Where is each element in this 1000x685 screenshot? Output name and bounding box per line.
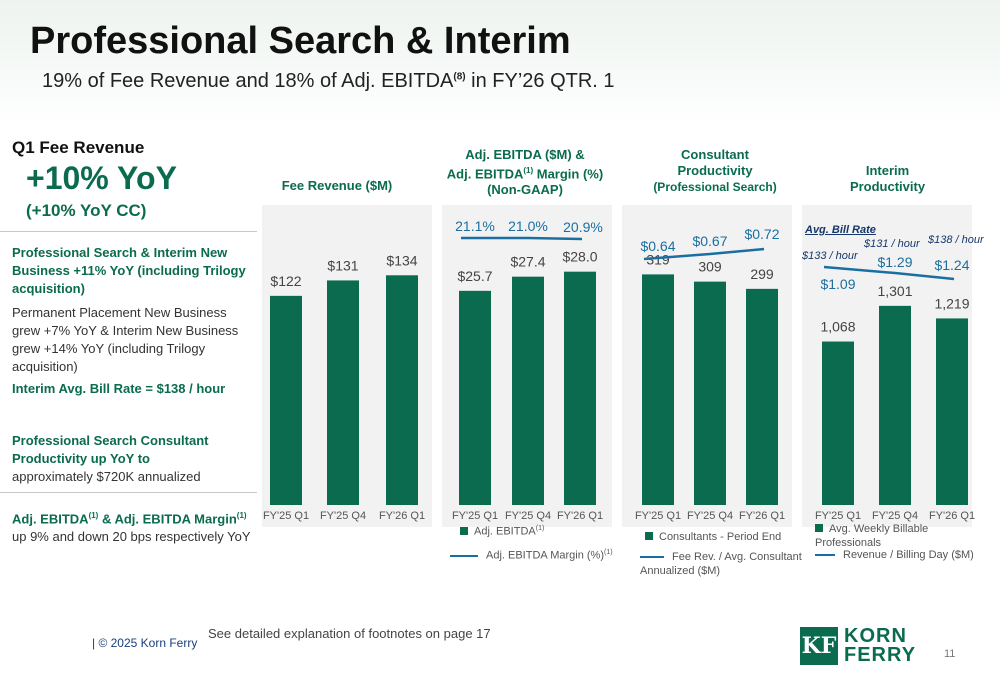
- x-tick-label: FY'25 Q1: [634, 510, 682, 522]
- footnote: (1): [523, 166, 534, 175]
- fee-revenue-header: Fee Revenue ($M): [281, 178, 393, 193]
- bill-rate-fy26q1: $138 / hour: [928, 234, 984, 246]
- bullet-ebitda-a: Adj. EBITDA: [12, 511, 89, 527]
- line-value-label: $1.29: [877, 254, 913, 270]
- legend-label: Fee Rev. / Avg. Consultant Annualized ($M): [640, 551, 802, 577]
- legend-swatch: [460, 527, 468, 535]
- consultant-bar-legend: [645, 530, 781, 544]
- bar: [512, 277, 544, 505]
- legend-swatch: [645, 532, 653, 540]
- yoy-growth: +10% YoY: [26, 160, 177, 196]
- ebitda-line-legend: [450, 546, 613, 563]
- x-tick-label: FY'25 Q4: [319, 510, 367, 522]
- legend-label: Adj. EBITDA Margin (%): [486, 549, 604, 562]
- bar-value-label: $25.7: [457, 267, 493, 284]
- line-value-label: $0.72: [744, 226, 780, 242]
- bar: [694, 282, 726, 505]
- line-series: [461, 238, 582, 239]
- logo-wordmark: [844, 627, 916, 665]
- page-number: 11: [944, 648, 956, 660]
- legend-line: [815, 554, 835, 556]
- ebitda-bar-legend: [460, 522, 544, 539]
- bar-value-label: $27.4: [510, 253, 546, 270]
- bill-rate-fy25q4: $131 / hour: [864, 238, 920, 250]
- x-tick-label: FY'25 Q1: [451, 510, 499, 522]
- bar-value-label: 319: [646, 251, 670, 268]
- footnote: (1): [236, 511, 247, 520]
- bar: [386, 275, 418, 505]
- x-tick-label: FY'25 Q4: [871, 510, 919, 522]
- subtitle-text: 19% of Fee Revenue and 18% of Adj. EBITDA: [42, 70, 454, 92]
- bar: [327, 280, 359, 505]
- bar: [746, 289, 778, 505]
- bar: [564, 272, 596, 505]
- consultant-header-line2: Productivity: [677, 163, 753, 178]
- bar: [459, 291, 491, 505]
- copyright: | © 2025 Korn Ferry: [92, 636, 198, 650]
- x-tick-label: FY'25 Q1: [262, 510, 310, 522]
- line-value-label: $0.64: [640, 238, 676, 254]
- legend-label: Avg. Weekly Billable Professionals: [815, 523, 929, 549]
- bullet-new-business: Professional Search & Interim New Business +11% YoY (including Trilogy acquisition): [12, 245, 246, 296]
- ebitda-header-line2a: Adj. EBITDA: [446, 166, 524, 182]
- ebitda-header-line1: Adj. EBITDA ($M) &: [465, 147, 585, 162]
- footnote: (1): [535, 525, 545, 532]
- bullet-permanent-placement: Permanent Placement New Business grew +7% YoY & Interim New Business grew +14% YoY (including Trilogy acquisition): [12, 305, 239, 374]
- bullet-productivity: Professional Search Consultant Productivity up YoY to: [12, 433, 209, 466]
- bar-value-label: $134: [386, 252, 418, 269]
- line-value-label: $1.24: [934, 257, 970, 273]
- footnote-reference: See detailed explanation of footnotes on page 17: [208, 626, 491, 641]
- footnote: (1): [88, 511, 99, 520]
- line-value-label: 21.0%: [508, 218, 548, 234]
- x-tick-label: FY'26 Q1: [928, 510, 976, 522]
- subtitle-footnote: (8): [453, 71, 466, 83]
- bill-rate-fy25q1: $133 / hour: [802, 250, 858, 262]
- legend-label: Revenue / Billing Day ($M): [843, 549, 974, 561]
- line-value-label: 21.1%: [455, 218, 495, 234]
- x-tick-label: FY'25 Q4: [686, 510, 734, 522]
- bar: [936, 318, 968, 505]
- subtitle-suffix: in FY’26 QTR. 1: [465, 70, 615, 92]
- interim-line-legend: [815, 548, 985, 562]
- line-value-label: $0.67: [692, 233, 728, 249]
- x-tick-label: FY'26 Q1: [556, 510, 604, 522]
- interim-bar-legend: [815, 522, 975, 550]
- legend-label: Consultants - Period End: [659, 531, 782, 543]
- bar-value-label: 309: [698, 258, 722, 275]
- consultant-header-line1: Consultant: [681, 147, 749, 162]
- footnote: (1): [603, 549, 613, 556]
- bar-value-label: 1,301: [877, 282, 913, 299]
- ebitda-header-line3: (Non-GAAP): [487, 182, 563, 198]
- bar-value-label: 299: [750, 265, 774, 282]
- yoy-cc: (+10% YoY CC): [26, 201, 147, 220]
- korn-ferry-logo: [800, 627, 916, 665]
- bullet-ebitda-b: & Adj. EBITDA Margin: [98, 511, 237, 527]
- x-tick-label: FY'26 Q1: [738, 510, 786, 522]
- q1-fee-revenue-label: Q1 Fee Revenue: [12, 138, 145, 157]
- bullet-ebitda-c: up 9% and down 20 bps respectively YoY: [12, 529, 251, 545]
- page-title: Professional Search & Interim: [30, 20, 571, 62]
- line-value-label: 20.9%: [563, 219, 603, 235]
- bullet-productivity-value: approximately $720K annualized: [12, 469, 201, 484]
- consultant-line-legend: [640, 550, 815, 578]
- legend-label: Adj. EBITDA: [474, 525, 536, 538]
- bar-value-label: 1,219: [934, 295, 970, 312]
- logo-line2: FERRY: [844, 644, 917, 666]
- bar-value-label: 1,068: [820, 318, 856, 335]
- bar-value-label: $122: [270, 272, 302, 289]
- bar-value-label: $131: [327, 257, 359, 274]
- interim-header-line1: Interim: [865, 163, 910, 178]
- bar: [642, 274, 674, 505]
- ebitda-header-line2b: Margin (%): [533, 166, 604, 182]
- avg-bill-rate-heading: Avg. Bill Rate: [805, 224, 876, 236]
- bar-value-label: $28.0: [562, 248, 598, 265]
- line-value-label: $1.09: [820, 276, 856, 292]
- x-tick-label: FY'25 Q4: [504, 510, 552, 522]
- x-tick-label: FY'25 Q1: [814, 510, 862, 522]
- consultant-header-line3: (Professional Search): [653, 180, 777, 194]
- legend-line: [640, 556, 664, 558]
- bar: [822, 342, 854, 505]
- interim-header-line2: Productivity: [849, 179, 926, 194]
- logo-mark: KF: [800, 627, 838, 665]
- bullet-bill-rate: Interim Avg. Bill Rate = $138 / hour: [12, 381, 226, 396]
- logo-line1: KORN: [844, 625, 907, 647]
- legend-swatch: [815, 524, 823, 532]
- bar: [270, 296, 302, 505]
- legend-line: [450, 555, 478, 557]
- bar: [879, 306, 911, 505]
- x-tick-label: FY'26 Q1: [378, 510, 426, 522]
